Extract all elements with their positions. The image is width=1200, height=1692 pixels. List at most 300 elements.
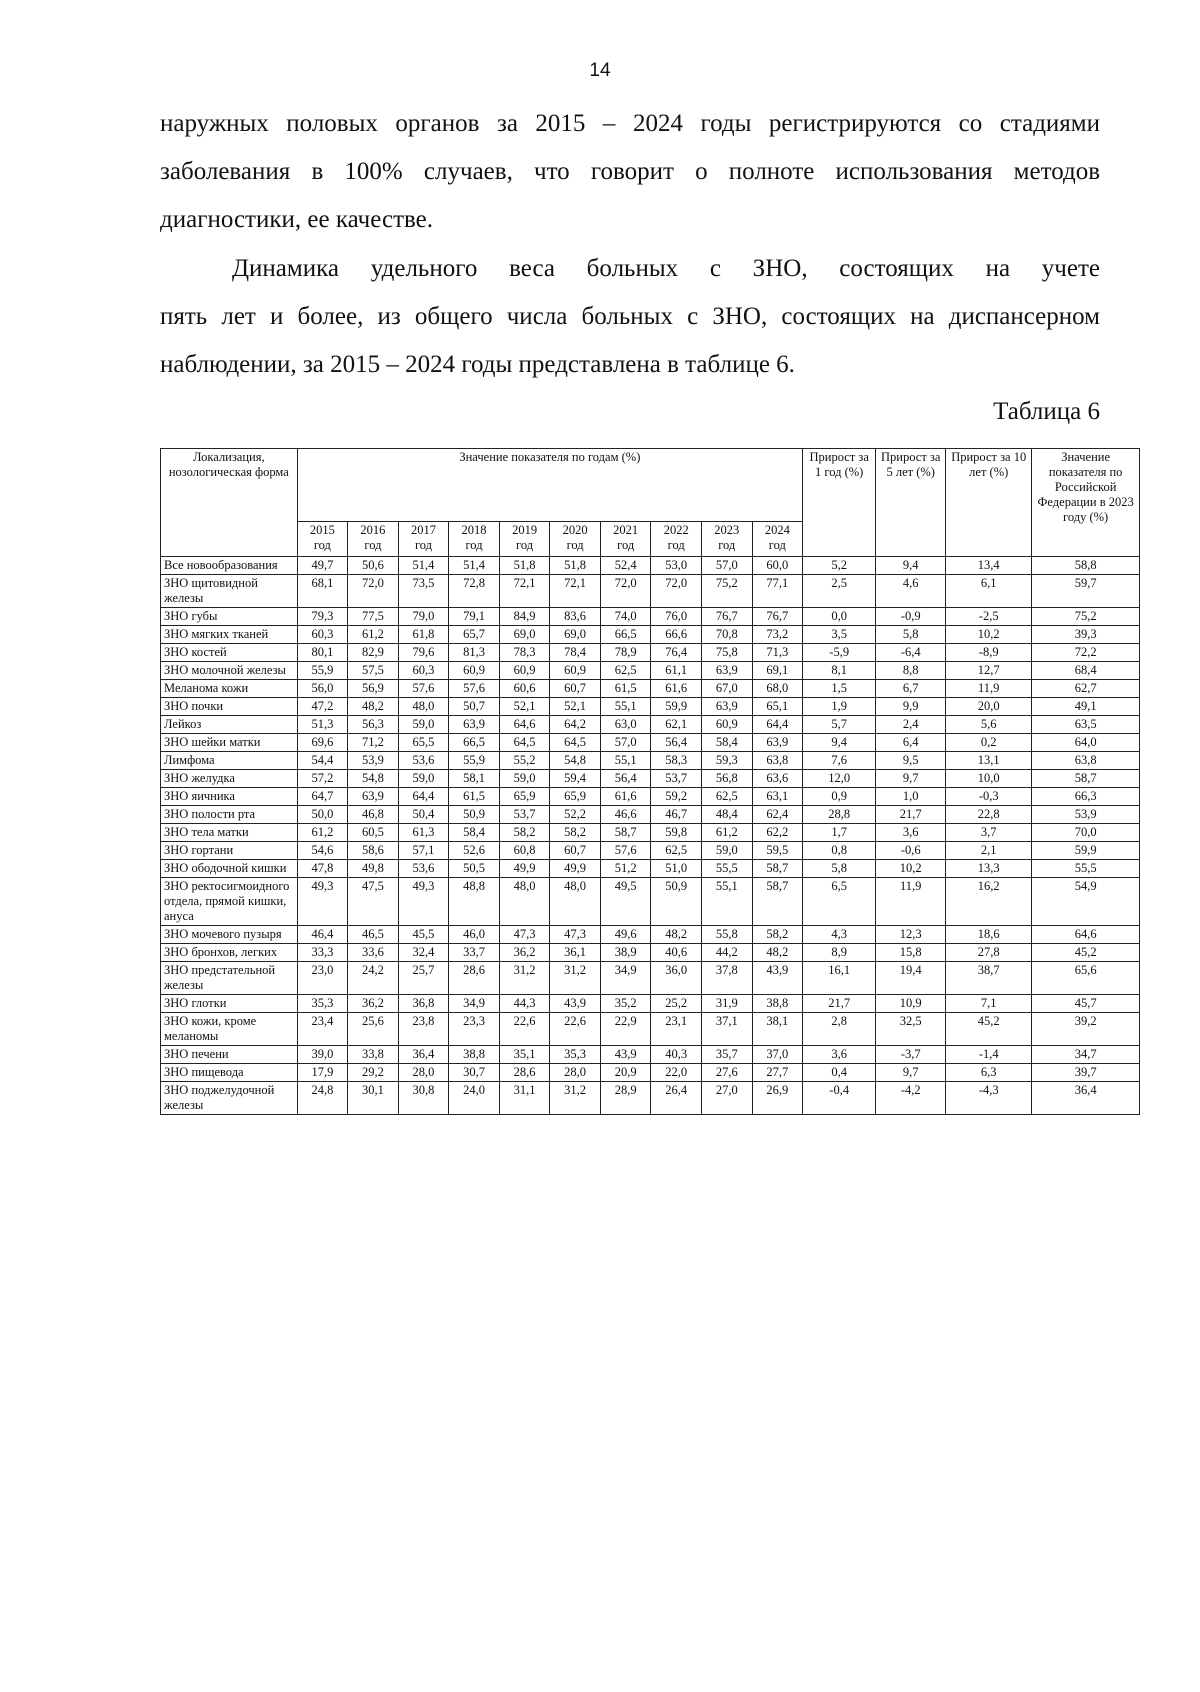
table-cell: 38,8	[752, 995, 803, 1013]
header-rf-value-2023: Значение показателя по Российской Федерации в 2023 году (%)	[1032, 449, 1140, 557]
table-caption: Таблица 6	[993, 398, 1100, 425]
table-cell: 54,6	[297, 842, 348, 860]
table-cell: 45,2	[1032, 944, 1140, 962]
table-cell: 53,9	[1032, 806, 1140, 824]
table-cell: 43,9	[550, 995, 601, 1013]
table-cell: 73,2	[752, 626, 803, 644]
table-cell: 39,2	[1032, 1013, 1140, 1046]
table-cell: 83,6	[550, 608, 601, 626]
table-cell: 28,8	[803, 806, 876, 824]
table-cell: 46,0	[449, 926, 500, 944]
row-localization: ЗНО гортани	[161, 842, 298, 860]
table-cell: 40,6	[651, 944, 702, 962]
table-cell: 31,2	[550, 1082, 601, 1115]
table-cell: 53,7	[499, 806, 550, 824]
table-cell: 30,8	[398, 1082, 449, 1115]
row-localization: ЗНО молочной железы	[161, 662, 298, 680]
table-row	[161, 788, 1140, 806]
table-cell: 28,6	[499, 1064, 550, 1082]
table-row	[161, 644, 1140, 662]
table-cell: 65,6	[1032, 962, 1140, 995]
table-cell: 5,7	[803, 716, 876, 734]
table-cell: 38,8	[449, 1046, 500, 1064]
table-cell: 57,6	[600, 842, 651, 860]
table-cell: 48,0	[550, 878, 601, 926]
table-cell: 65,1	[752, 698, 803, 716]
table-cell: 63,0	[600, 716, 651, 734]
table-row	[161, 1013, 1140, 1046]
table-cell: 20,9	[600, 1064, 651, 1082]
table-cell: 60,7	[550, 680, 601, 698]
table-cell: 9,4	[876, 557, 946, 575]
table-cell: 38,1	[752, 1013, 803, 1046]
table-cell: 5,8	[876, 626, 946, 644]
table-cell: 62,5	[651, 842, 702, 860]
table-cell: 48,0	[398, 698, 449, 716]
table-cell: 50,4	[398, 806, 449, 824]
table-cell: 58,7	[1032, 770, 1140, 788]
table-cell: 12,3	[876, 926, 946, 944]
table-cell: 68,0	[752, 680, 803, 698]
table-cell: 72,0	[348, 575, 399, 608]
table-cell: 51,4	[449, 557, 500, 575]
year-header: 2022 год	[651, 522, 702, 557]
table-cell: 79,6	[398, 644, 449, 662]
paragraph-1-line: заболевания в 100% случаев, что говорит о полноте использования методов	[160, 158, 1100, 185]
table-cell: 55,9	[297, 662, 348, 680]
table-cell: 33,3	[297, 944, 348, 962]
table-cell: 53,0	[651, 557, 702, 575]
table-cell: -2,5	[946, 608, 1032, 626]
table-cell: 52,4	[600, 557, 651, 575]
table-cell: 33,8	[348, 1046, 399, 1064]
year-header: 2024 год	[752, 522, 803, 557]
table-cell: 38,9	[600, 944, 651, 962]
table-cell: 28,0	[550, 1064, 601, 1082]
table-cell: 46,4	[297, 926, 348, 944]
table-cell: 65,7	[449, 626, 500, 644]
table-cell: 76,7	[752, 608, 803, 626]
year-header: 2021 год	[600, 522, 651, 557]
table-cell: 55,8	[701, 926, 752, 944]
table-cell: 10,9	[876, 995, 946, 1013]
table-cell: 55,1	[600, 752, 651, 770]
table-cell: 2,4	[876, 716, 946, 734]
row-localization: ЗНО пищевода	[161, 1064, 298, 1082]
row-localization: ЗНО поджелудочной железы	[161, 1082, 298, 1115]
table-cell: 51,0	[651, 860, 702, 878]
table-cell: 48,4	[701, 806, 752, 824]
table-cell: 21,7	[876, 806, 946, 824]
row-localization: ЗНО щитовидной железы	[161, 575, 298, 608]
table-cell: 62,7	[1032, 680, 1140, 698]
table-cell: 49,6	[600, 926, 651, 944]
paragraph-2-line: наблюдении, за 2015 – 2024 годы представлена в таблице 6.	[160, 351, 795, 378]
table-cell: 75,2	[701, 575, 752, 608]
table-row	[161, 770, 1140, 788]
table-cell: 1,7	[803, 824, 876, 842]
table-cell: 77,1	[752, 575, 803, 608]
table-cell: 50,0	[297, 806, 348, 824]
table-cell: 25,7	[398, 962, 449, 995]
table-cell: 50,9	[449, 806, 500, 824]
table-cell: 35,7	[701, 1046, 752, 1064]
row-localization: ЗНО бронхов, легких	[161, 944, 298, 962]
table-cell: 6,1	[946, 575, 1032, 608]
table-cell: 57,6	[449, 680, 500, 698]
table-cell: 28,9	[600, 1082, 651, 1115]
table-cell: 17,9	[297, 1064, 348, 1082]
table-cell: 4,3	[803, 926, 876, 944]
year-header: 2019 год	[499, 522, 550, 557]
table-cell: 64,4	[398, 788, 449, 806]
table-cell: 65,9	[499, 788, 550, 806]
table-cell: 33,6	[348, 944, 399, 962]
table-cell: 69,0	[499, 626, 550, 644]
year-header: 2015 год	[297, 522, 348, 557]
data-table	[160, 448, 1140, 1115]
table-cell: 9,7	[876, 1064, 946, 1082]
table-cell: 63,6	[752, 770, 803, 788]
table-cell: -0,4	[803, 1082, 876, 1115]
table-cell: 48,0	[499, 878, 550, 926]
page-number: 14	[589, 60, 611, 81]
table-cell: 49,1	[1032, 698, 1140, 716]
table-cell: 43,9	[600, 1046, 651, 1064]
table-row	[161, 926, 1140, 944]
table-cell: 66,5	[449, 734, 500, 752]
paragraph-1-line: наружных половых органов за 2015 – 2024 годы регистрируются со стадиями	[160, 110, 1100, 137]
table-row	[161, 995, 1140, 1013]
table-cell: 78,3	[499, 644, 550, 662]
table-cell: 3,6	[876, 824, 946, 842]
table-cell: 58,4	[701, 734, 752, 752]
table-cell: 31,2	[550, 962, 601, 995]
table-row	[161, 734, 1140, 752]
table-cell: -0,6	[876, 842, 946, 860]
table-cell: 44,3	[499, 995, 550, 1013]
table-cell: 64,0	[1032, 734, 1140, 752]
table-cell: 55,1	[701, 878, 752, 926]
table-cell: 50,5	[449, 860, 500, 878]
row-localization: ЗНО кожи, кроме меланомы	[161, 1013, 298, 1046]
table-cell: 37,1	[701, 1013, 752, 1046]
table-cell: -0,9	[876, 608, 946, 626]
table-cell: 6,3	[946, 1064, 1032, 1082]
table-cell: 69,0	[550, 626, 601, 644]
table-cell: 58,3	[651, 752, 702, 770]
table-cell: 32,5	[876, 1013, 946, 1046]
table-cell: 61,2	[348, 626, 399, 644]
table-cell: 45,7	[1032, 995, 1140, 1013]
table-cell: 63,9	[701, 698, 752, 716]
table-row	[161, 1064, 1140, 1082]
table-cell: 37,0	[752, 1046, 803, 1064]
table-cell: 64,5	[499, 734, 550, 752]
table-cell: 57,0	[701, 557, 752, 575]
table-cell: -4,3	[946, 1082, 1032, 1115]
table-cell: 59,3	[701, 752, 752, 770]
table-cell: 61,3	[398, 824, 449, 842]
table-cell: 31,2	[499, 962, 550, 995]
table-cell: 59,5	[752, 842, 803, 860]
table-cell: 7,6	[803, 752, 876, 770]
year-header: 2016 год	[348, 522, 399, 557]
table-cell: 79,1	[449, 608, 500, 626]
table-cell: 1,9	[803, 698, 876, 716]
table-cell: 56,4	[600, 770, 651, 788]
table-cell: -1,4	[946, 1046, 1032, 1064]
table-cell: 70,8	[701, 626, 752, 644]
table-cell: 13,4	[946, 557, 1032, 575]
table-cell: 46,7	[651, 806, 702, 824]
table-cell: 26,9	[752, 1082, 803, 1115]
paragraph-2-line: Динамика удельного веса больных с ЗНО, состоящих на учете	[232, 255, 1100, 282]
table-cell: 9,4	[803, 734, 876, 752]
table-cell: 61,2	[701, 824, 752, 842]
row-localization: ЗНО яичника	[161, 788, 298, 806]
table-cell: 10,0	[946, 770, 1032, 788]
table-cell: 46,5	[348, 926, 399, 944]
row-localization: ЗНО полости рта	[161, 806, 298, 824]
table-cell: 27,7	[752, 1064, 803, 1082]
table-cell: 6,5	[803, 878, 876, 926]
table-cell: 59,0	[398, 770, 449, 788]
table-cell: 58,7	[752, 860, 803, 878]
table-cell: 47,8	[297, 860, 348, 878]
row-localization: ЗНО мягких тканей	[161, 626, 298, 644]
table-cell: 3,7	[946, 824, 1032, 842]
table-row	[161, 680, 1140, 698]
row-localization: Лимфома	[161, 752, 298, 770]
table-cell: 34,9	[600, 962, 651, 995]
year-header: 2020 год	[550, 522, 601, 557]
year-header: 2023 год	[701, 522, 752, 557]
table-cell: 30,1	[348, 1082, 399, 1115]
table-cell: 43,9	[752, 962, 803, 995]
table-cell: 22,9	[600, 1013, 651, 1046]
table-cell: 27,8	[946, 944, 1032, 962]
table-cell: 65,9	[550, 788, 601, 806]
table-cell: 45,5	[398, 926, 449, 944]
table-cell: 71,3	[752, 644, 803, 662]
table-row	[161, 1046, 1140, 1064]
table-cell: 8,9	[803, 944, 876, 962]
table-cell: 58,2	[550, 824, 601, 842]
table-cell: 61,8	[398, 626, 449, 644]
table-cell: 69,1	[752, 662, 803, 680]
table-cell: 35,1	[499, 1046, 550, 1064]
table-cell: 62,4	[752, 806, 803, 824]
table-cell: 39,7	[1032, 1064, 1140, 1082]
table-cell: 54,9	[1032, 878, 1140, 926]
table-cell: 9,9	[876, 698, 946, 716]
table-cell: 0,9	[803, 788, 876, 806]
table-row	[161, 824, 1140, 842]
table-cell: 34,9	[449, 995, 500, 1013]
table-cell: 37,8	[701, 962, 752, 995]
table-cell: 19,4	[876, 962, 946, 995]
table-row	[161, 842, 1140, 860]
table-cell: 61,6	[651, 680, 702, 698]
table-cell: 69,6	[297, 734, 348, 752]
paragraph-1-line: диагностики, ее качестве.	[160, 206, 433, 233]
table-cell: 59,0	[398, 716, 449, 734]
table-cell: 73,5	[398, 575, 449, 608]
table-cell: 56,4	[651, 734, 702, 752]
table-cell: 51,4	[398, 557, 449, 575]
row-localization: ЗНО желудка	[161, 770, 298, 788]
table-cell: 6,4	[876, 734, 946, 752]
table-cell: 50,6	[348, 557, 399, 575]
table-cell: 64,7	[297, 788, 348, 806]
table-cell: 59,9	[1032, 842, 1140, 860]
table-row	[161, 662, 1140, 680]
table-cell: 31,1	[499, 1082, 550, 1115]
table-cell: 58,6	[348, 842, 399, 860]
table-cell: 72,1	[550, 575, 601, 608]
header-growth-1-year: Прирост за 1 год (%)	[803, 449, 876, 557]
table-cell: 68,4	[1032, 662, 1140, 680]
table-cell: 75,2	[1032, 608, 1140, 626]
table-cell: 63,9	[701, 662, 752, 680]
table-cell: 53,9	[348, 752, 399, 770]
table-cell: 36,2	[348, 995, 399, 1013]
table-cell: 40,3	[651, 1046, 702, 1064]
table-cell: -8,9	[946, 644, 1032, 662]
table-cell: 46,6	[600, 806, 651, 824]
table-cell: -0,3	[946, 788, 1032, 806]
table-cell: 3,5	[803, 626, 876, 644]
table-cell: 11,9	[876, 878, 946, 926]
paragraph-1	[160, 100, 1100, 244]
table-cell: 1,0	[876, 788, 946, 806]
table-cell: 59,9	[651, 698, 702, 716]
table-cell: 60,9	[499, 662, 550, 680]
table-cell: 47,2	[297, 698, 348, 716]
table-cell: 64,4	[752, 716, 803, 734]
table-cell: 22,6	[499, 1013, 550, 1046]
table-cell: 7,1	[946, 995, 1032, 1013]
table-cell: 36,1	[550, 944, 601, 962]
table-cell: 56,8	[701, 770, 752, 788]
table-cell: 64,5	[550, 734, 601, 752]
table-cell: 23,1	[651, 1013, 702, 1046]
table-cell: 36,8	[398, 995, 449, 1013]
row-localization: ЗНО костей	[161, 644, 298, 662]
table-cell: 16,2	[946, 878, 1032, 926]
table-cell: 9,5	[876, 752, 946, 770]
year-header: 2017 год	[398, 522, 449, 557]
table-cell: 72,0	[651, 575, 702, 608]
table-cell: 68,1	[297, 575, 348, 608]
table-cell: 55,9	[449, 752, 500, 770]
table-cell: 55,5	[1032, 860, 1140, 878]
header-growth-10-years: Прирост за 10 лет (%)	[946, 449, 1032, 557]
table-row	[161, 626, 1140, 644]
table-cell: 52,6	[449, 842, 500, 860]
table-cell: 61,2	[297, 824, 348, 842]
table-cell: 57,1	[398, 842, 449, 860]
row-localization: ЗНО тела матки	[161, 824, 298, 842]
table-cell: 60,6	[499, 680, 550, 698]
table-cell: -6,4	[876, 644, 946, 662]
table-cell: 63,8	[752, 752, 803, 770]
table-cell: 51,8	[550, 557, 601, 575]
table-cell: 48,8	[449, 878, 500, 926]
row-localization: ЗНО ободочной кишки	[161, 860, 298, 878]
table-cell: 54,8	[550, 752, 601, 770]
table-cell: 51,3	[297, 716, 348, 734]
table-row	[161, 698, 1140, 716]
row-localization: ЗНО ректосигмоидного отдела, прямой кишки, ануса	[161, 878, 298, 926]
table-cell: 25,6	[348, 1013, 399, 1046]
table-cell: 55,1	[600, 698, 651, 716]
table-cell: 79,0	[398, 608, 449, 626]
table-cell: 63,9	[348, 788, 399, 806]
table-cell: 63,9	[752, 734, 803, 752]
table-cell: 48,2	[752, 944, 803, 962]
table-cell: 59,0	[499, 770, 550, 788]
table-cell: 56,9	[348, 680, 399, 698]
table-cell: 47,3	[550, 926, 601, 944]
table-cell: 61,1	[651, 662, 702, 680]
table-cell: 24,2	[348, 962, 399, 995]
table-cell: 0,2	[946, 734, 1032, 752]
table-cell: 44,2	[701, 944, 752, 962]
table-row	[161, 608, 1140, 626]
table-cell: 53,7	[651, 770, 702, 788]
table-cell: 63,8	[1032, 752, 1140, 770]
table-cell: 8,1	[803, 662, 876, 680]
table-cell: 23,4	[297, 1013, 348, 1046]
table-cell: 24,8	[297, 1082, 348, 1115]
table-row	[161, 806, 1140, 824]
table-cell: 35,2	[600, 995, 651, 1013]
table-cell: 59,8	[651, 824, 702, 842]
table-cell: 61,5	[600, 680, 651, 698]
table-cell: 61,6	[600, 788, 651, 806]
table-cell: 28,0	[398, 1064, 449, 1082]
table-cell: 30,7	[449, 1064, 500, 1082]
table-cell: 36,0	[651, 962, 702, 995]
table-cell: 64,6	[499, 716, 550, 734]
row-localization: ЗНО шейки матки	[161, 734, 298, 752]
table-cell: 25,2	[651, 995, 702, 1013]
table-cell: 60,7	[550, 842, 601, 860]
table-cell: 79,3	[297, 608, 348, 626]
table-cell: 53,6	[398, 752, 449, 770]
table-cell: 78,9	[600, 644, 651, 662]
table-cell: 72,2	[1032, 644, 1140, 662]
table-cell: 49,9	[499, 860, 550, 878]
table-cell: 36,4	[398, 1046, 449, 1064]
table-cell: 62,5	[701, 788, 752, 806]
table-cell: 0,0	[803, 608, 876, 626]
table-cell: 29,2	[348, 1064, 399, 1082]
table-cell: 5,6	[946, 716, 1032, 734]
table-cell: 58,2	[752, 926, 803, 944]
table-cell: 60,8	[499, 842, 550, 860]
table-cell: 36,2	[499, 944, 550, 962]
table-cell: 39,0	[297, 1046, 348, 1064]
table-cell: 6,7	[876, 680, 946, 698]
table-cell: 57,6	[398, 680, 449, 698]
table-cell: 0,4	[803, 1064, 876, 1082]
table-cell: 32,4	[398, 944, 449, 962]
table-cell: 57,5	[348, 662, 399, 680]
table-cell: 76,7	[701, 608, 752, 626]
